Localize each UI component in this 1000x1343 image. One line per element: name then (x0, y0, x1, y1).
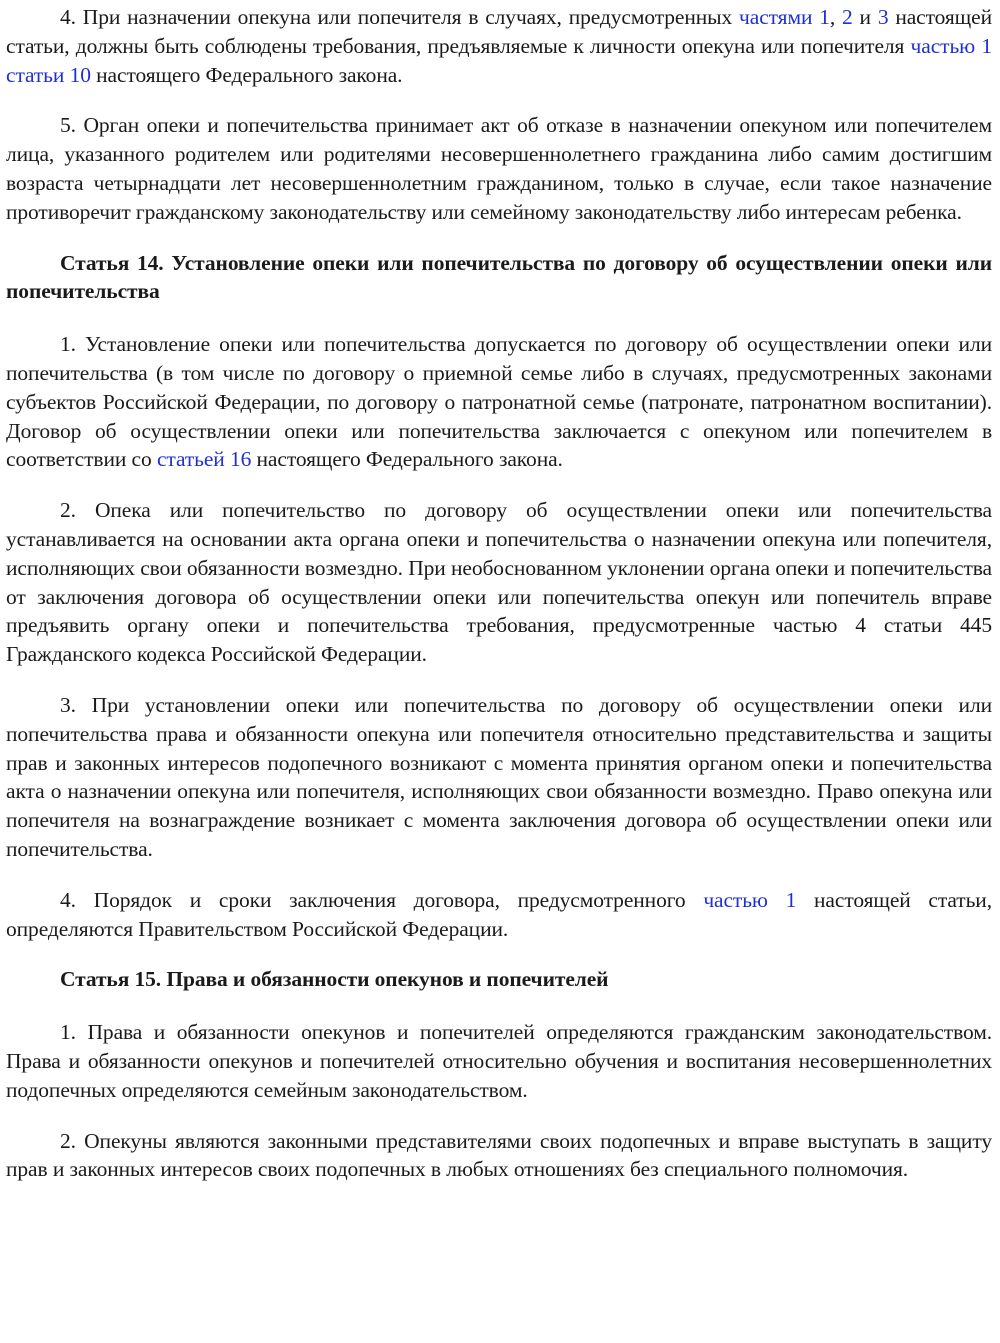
link-part-1[interactable]: частью 1 (703, 887, 797, 912)
article-14-heading: Статья 14. Установление опеки или попечительства по договору об осуществлении опеки или попечительства (6, 250, 992, 304)
text-run: 1. Установление опеки или попечительства допускается по договору об осуществлении опеки или попечительства (в том числе по договору о приемной семье либо в случаях, предусмотренных законами субъектов Российской Федерации, по договору о патронатной семье (патронате, патронатном воспитании). Договор об осуществлении опеки или попечительства заключается с опекуном или попечителем в соответствии со (6, 332, 992, 472)
article-14-paragraph-2: 2. Опека или попечительство по договору об осуществлении опеки или попечительства устанавливается на основании акта органа опеки и попечительства о назначении опекуна или попечителя, исполняющих свои обязанности возмездно. При необоснованном уклонении органа опеки и попечительства от заключения договора об осуществлении опеки или попечительства опекун или попечитель вправе предъявить органу опеки и попечительства требования, предусмотренные частью 4 статьи 445 Гражданского кодекса Российской Федерации. (6, 498, 992, 667)
text-run: настоящей статьи, определяются Правительством Российской Федерации. (6, 887, 992, 941)
document-page (6, 3, 992, 1206)
article-13-paragraph-4 (6, 3, 992, 89)
text-run: настоящей статьи, должны быть соблюдены требования, предъявляемые к личности опекуна или попечителя (6, 5, 992, 58)
text-run: 4. При назначении опекуна или попечителя в случаях, предусмотренных (60, 5, 740, 29)
link-article-10-part-1[interactable]: частью 1 статьи 10 (6, 33, 992, 87)
text-run: настоящего Федерального закона. (251, 447, 563, 472)
text-run: настоящего Федерального закона. (90, 62, 403, 87)
article-14-paragraph-3: 3. При установлении опеки или попечительства по договору об осуществлении опеки или попечительства права и обязанности опекуна или попечителя относительно представительства и защиты прав и законных интересов подопечного возникают с момента принятия органом опеки и попечительства акта о назначении опекуна или попечителя, исполняющих свои обязанности возмездно. Право опекуна или попечителя на вознаграждение возникает с момента заключения договора об осуществлении опеки или попечительства. (6, 692, 992, 861)
text-run: и (852, 5, 878, 29)
article-14-paragraph-4 (6, 886, 992, 944)
article-15-paragraph-1: 1. Права и обязанности опекунов и попечителей определяются гражданским законодательством. Права и обязанности опекунов и попечителей относительно обучения и воспитания несовершеннолетних подопечных определяются семейным законодательством. (6, 1020, 992, 1102)
link-part-3[interactable]: 3 (877, 5, 889, 29)
link-parts-1[interactable]: частями 1 (739, 5, 830, 29)
text-run: , (829, 5, 843, 29)
article-15-heading: Статья 15. Права и обязанности опекунов и попечителей (60, 967, 609, 992)
article-14-paragraph-1 (6, 330, 992, 474)
article-15-paragraph-2: 2. Опекуны являются законными представителями своих подопечных и вправе выступать в защиту прав и законных интересов своих подопечных в любых отношениях без специального полномочия. (6, 1128, 992, 1182)
text-run: 4. Порядок и сроки заключения договора, предусмотренного (60, 887, 704, 912)
article-13-paragraph-5: 5. Орган опеки и попечительства принимает акт об отказе в назначении опекуном или попечителем лица, указанного родителем или родителями несовершеннолетнего гражданина либо самим достигшим возраста четырнадцати лет несовершеннолетним гражданином, только в случае, если такое назначение противоречит гражданскому законодательству или семейному законодательству либо интересам ребенка. (6, 113, 992, 224)
link-part-2[interactable]: 2 (842, 5, 853, 29)
link-article-16[interactable]: статьей 16 (156, 447, 252, 472)
